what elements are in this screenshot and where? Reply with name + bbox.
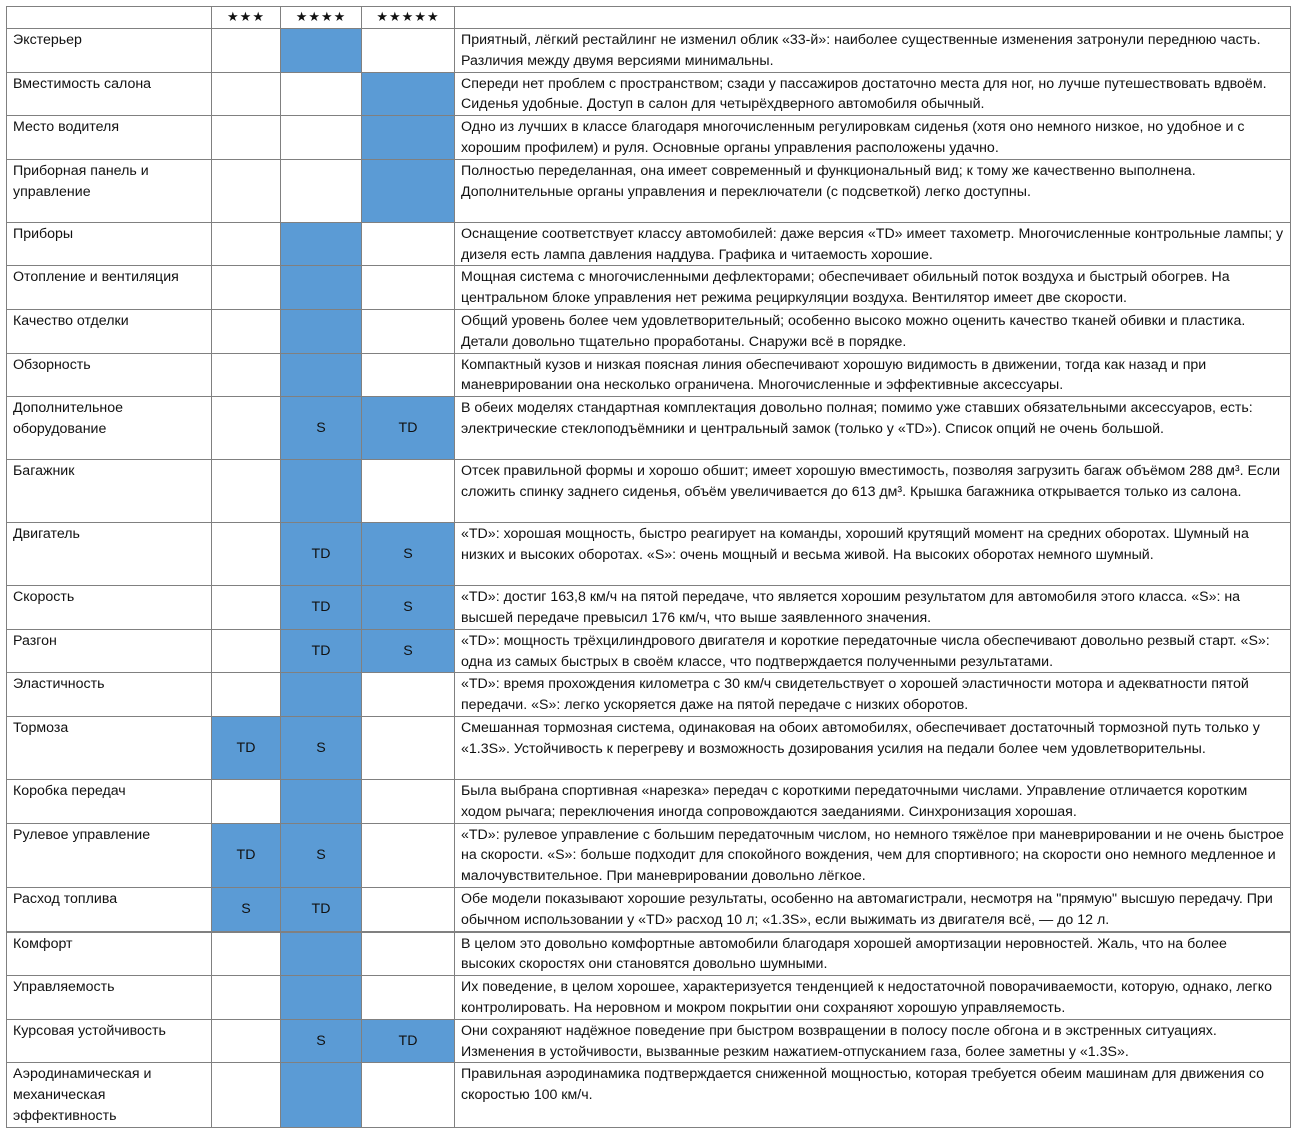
category-description: Приятный, лёгкий рестайлинг не изменил облик «33-й»: наиболее существенные изменения затронули переднюю часть. Различия между двумя версиями минимальны.	[455, 29, 1291, 73]
rating-cell-four-stars	[281, 29, 362, 73]
rating-cell-three-stars	[212, 586, 281, 630]
rating-cell-five-stars: S	[362, 523, 455, 586]
table-row	[7, 716, 1291, 779]
rating-cell-five-stars	[362, 116, 455, 160]
category-description: Отсек правильной формы и хорошо обшит; имеет хорошую вместимость, позволяя загрузить багаж объёмом 288 дм³. Если сложить спинку заднего сиденья, объём увеличивается до 613 дм³. Крышка багажника открывается только из салона.	[455, 460, 1291, 523]
category-name: Разгон	[7, 629, 212, 673]
category-description: «TD»: рулевое управление с большим передаточным числом, но немного тяжёлое при маневрировании и не очень быстрое на скорости. «S»: больше подходит для спокойного вождения, чем для спортивного; на скорости оно немного медленное и малочувствительное. При маневрировании довольно лёгкое.	[455, 823, 1291, 887]
table-row	[7, 523, 1291, 586]
rating-cell-three-stars	[212, 159, 281, 222]
rating-cell-four-stars: S	[281, 823, 362, 887]
rating-cell-four-stars: TD	[281, 629, 362, 673]
table-row	[7, 116, 1291, 160]
table-row	[7, 266, 1291, 310]
rating-cell-three-stars	[212, 1063, 281, 1127]
rating-cell-five-stars	[362, 932, 455, 976]
rating-cell-five-stars	[362, 779, 455, 823]
category-name: Аэродинамическая и механическая эффективность	[7, 1063, 212, 1127]
category-name: Дополнительное оборудование	[7, 397, 212, 460]
table-row	[7, 887, 1291, 931]
rating-cell-three-stars	[212, 397, 281, 460]
rating-cell-three-stars: TD	[212, 716, 281, 779]
category-name: Эластичность	[7, 673, 212, 717]
rating-cell-three-stars: TD	[212, 823, 281, 887]
category-description: Была выбрана спортивная «нарезка» передач с короткими передаточными числами. Управление отличается коротким ходом рычага; переключения иногда сопровождаются заеданиями. Синхронизация хорошая.	[455, 779, 1291, 823]
category-description: «TD»: достиг 163,8 км/ч на пятой передаче, что является хорошим результатом для автомобиля этого класса. «S»: на высшей передаче превысил 176 км/ч, что выше заявленного значения.	[455, 586, 1291, 630]
rating-cell-five-stars: TD	[362, 1019, 455, 1063]
header-five-stars: ★★★★★	[362, 7, 455, 29]
rating-cell-four-stars: TD	[281, 523, 362, 586]
category-description: Смешанная тормозная система, одинаковая на обоих автомобилях, обеспечивает достаточный тормозной путь только у «1.3S». Устойчивость к перегреву и возможность дозирования усилия на педали более чем удовлетворительны.	[455, 716, 1291, 779]
rating-cell-four-stars	[281, 353, 362, 397]
rating-cell-four-stars	[281, 116, 362, 160]
category-name: Рулевое управление	[7, 823, 212, 887]
category-name: Коробка передач	[7, 779, 212, 823]
rating-cell-three-stars	[212, 353, 281, 397]
rating-cell-three-stars	[212, 976, 281, 1020]
category-name: Комфорт	[7, 932, 212, 976]
rating-cell-three-stars	[212, 116, 281, 160]
rating-cell-five-stars	[362, 976, 455, 1020]
category-description: Полностью переделанная, она имеет современный и функциональный вид; к тому же качественно выполнена. Дополнительные органы управления и переключатели (с подсветкой) легко доступны.	[455, 159, 1291, 222]
table-row	[7, 72, 1291, 116]
category-description: Оснащение соответствует классу автомобилей: даже версия «TD» имеет тахометр. Многочисленные контрольные лампы; у дизеля есть лампа давления наддува. Графика и читаемость хорошие.	[455, 222, 1291, 266]
rating-cell-three-stars: S	[212, 887, 281, 931]
header-description	[455, 7, 1291, 29]
rating-cell-four-stars	[281, 222, 362, 266]
category-name: Двигатель	[7, 523, 212, 586]
header-row	[7, 7, 1291, 29]
category-name: Приборная панель и управление	[7, 159, 212, 222]
category-description: Спереди нет проблем с пространством; сзади у пассажиров достаточно места для ног, но лучше путешествовать вдвоём. Сиденья удобные. Доступ в салон для четырёхдверного автомобиля обычный.	[455, 72, 1291, 116]
table-row	[7, 222, 1291, 266]
rating-cell-five-stars	[362, 72, 455, 116]
table-body	[7, 29, 1291, 1128]
category-description: Их поведение, в целом хорошее, характеризуется тенденцией к недостаточной поворачиваемости, которую, однако, легко контролировать. На неровном и мокром покрытии они сохраняют хорошую управляемость.	[455, 976, 1291, 1020]
rating-cell-five-stars	[362, 1063, 455, 1127]
rating-cell-three-stars	[212, 932, 281, 976]
category-description: Обе модели показывают хорошие результаты, особенно на автомагистрали, несмотря на "прямую" высшую передачу. При обычном использовании у «TD» расход 10 л; «1.3S», если выжимать из двигателя всё, — до 12 л.	[455, 887, 1291, 931]
rating-cell-five-stars	[362, 716, 455, 779]
rating-cell-four-stars	[281, 779, 362, 823]
rating-cell-four-stars	[281, 72, 362, 116]
category-description: В обеих моделях стандартная комплектация довольно полная; помимо уже ставших обязательными аксессуаров, есть: электрические стеклоподъёмники и центральный замок (только у «TD»). Список опций не очень большой.	[455, 397, 1291, 460]
rating-cell-five-stars	[362, 159, 455, 222]
rating-cell-three-stars	[212, 673, 281, 717]
rating-cell-four-stars	[281, 309, 362, 353]
rating-cell-five-stars	[362, 353, 455, 397]
rating-cell-five-stars: TD	[362, 397, 455, 460]
category-description: «TD»: время прохождения километра с 30 км/ч свидетельствует о хорошей эластичности мотора и адекватности пятой передачи. «S»: легко ускоряется даже на пятой передаче с низких оборотов.	[455, 673, 1291, 717]
rating-cell-three-stars	[212, 222, 281, 266]
category-description: «TD»: мощность трёхцилиндрового двигателя и короткие передаточные числа обеспечивают довольно резвый старт. «S»: одна из самых быстрых в своём классе, что подтверждается полученными результатами.	[455, 629, 1291, 673]
category-name: Приборы	[7, 222, 212, 266]
category-name: Скорость	[7, 586, 212, 630]
header-four-stars: ★★★★	[281, 7, 362, 29]
rating-cell-five-stars	[362, 887, 455, 931]
rating-cell-four-stars	[281, 266, 362, 310]
category-description: «TD»: хорошая мощность, быстро реагирует на команды, хороший крутящий момент на средних оборотах. Шумный на низких и высоких оборотах. «S»: очень мощный и весьма живой. На высоких оборотах немного шумный.	[455, 523, 1291, 586]
rating-cell-five-stars	[362, 29, 455, 73]
rating-cell-four-stars	[281, 673, 362, 717]
rating-cell-four-stars: S	[281, 716, 362, 779]
rating-cell-three-stars	[212, 309, 281, 353]
rating-cell-three-stars	[212, 460, 281, 523]
rating-cell-four-stars: TD	[281, 887, 362, 931]
rating-cell-three-stars	[212, 779, 281, 823]
rating-cell-three-stars	[212, 523, 281, 586]
category-description: Мощная система с многочисленными дефлекторами; обеспечивает обильный поток воздуха и быстрый обогрев. На центральном блоке управления нет режима рециркуляции воздуха. Вентилятор имеет две скорости.	[455, 266, 1291, 310]
category-description: Компактный кузов и низкая поясная линия обеспечивают хорошую видимость в движении, тогда как назад и при маневрировании она несколько ограничена. Многочисленные и эффективные аксессуары.	[455, 353, 1291, 397]
rating-cell-three-stars	[212, 72, 281, 116]
rating-cell-five-stars	[362, 673, 455, 717]
rating-cell-three-stars	[212, 1019, 281, 1063]
rating-cell-four-stars	[281, 460, 362, 523]
category-description: Одно из лучших в классе благодаря многочисленным регулировкам сиденья (хотя оно немного низкое, но удобное и с хорошим профилем) и руля. Основные органы управления расположены удачно.	[455, 116, 1291, 160]
category-name: Вместимость салона	[7, 72, 212, 116]
rating-cell-five-stars	[362, 266, 455, 310]
table-row	[7, 823, 1291, 887]
rating-cell-three-stars	[212, 266, 281, 310]
rating-cell-five-stars	[362, 222, 455, 266]
category-name: Управляемость	[7, 976, 212, 1020]
rating-cell-five-stars: S	[362, 586, 455, 630]
category-description: Они сохраняют надёжное поведение при быстром возвращении в полосу после обгона и в экстренных ситуациях. Изменения в устойчивости, вызванные резким нажатием-отпусканием газа, более заметны у «1.3S».	[455, 1019, 1291, 1063]
rating-cell-four-stars	[281, 159, 362, 222]
rating-cell-three-stars	[212, 29, 281, 73]
table-row	[7, 673, 1291, 717]
category-description: Общий уровень более чем удовлетворительный; особенно высоко можно оценить качество тканей обивки и пластика. Детали довольно тщательно проработаны. Снаружи всё в порядке.	[455, 309, 1291, 353]
category-name: Тормоза	[7, 716, 212, 779]
rating-cell-five-stars: S	[362, 629, 455, 673]
table-row	[7, 629, 1291, 673]
rating-cell-four-stars: S	[281, 1019, 362, 1063]
rating-cell-four-stars: S	[281, 397, 362, 460]
category-name: Качество отделки	[7, 309, 212, 353]
category-name: Место водителя	[7, 116, 212, 160]
category-name: Экстерьер	[7, 29, 212, 73]
table-row	[7, 976, 1291, 1020]
rating-cell-five-stars	[362, 460, 455, 523]
rating-cell-four-stars	[281, 976, 362, 1020]
table-row	[7, 29, 1291, 73]
category-name: Багажник	[7, 460, 212, 523]
rating-cell-four-stars	[281, 1063, 362, 1127]
rating-cell-five-stars	[362, 309, 455, 353]
table-row	[7, 309, 1291, 353]
table-row	[7, 159, 1291, 222]
table-row	[7, 586, 1291, 630]
category-name: Курсовая устойчивость	[7, 1019, 212, 1063]
header-three-stars: ★★★	[212, 7, 281, 29]
category-name: Расход топлива	[7, 887, 212, 931]
table-row	[7, 932, 1291, 976]
table-row	[7, 779, 1291, 823]
category-description: Правильная аэродинамика подтверждается сниженной мощностью, которая требуется обеим машинам для движения со скоростью 100 км/ч.	[455, 1063, 1291, 1127]
rating-cell-three-stars	[212, 629, 281, 673]
table-row	[7, 460, 1291, 523]
table-row	[7, 1063, 1291, 1127]
category-name: Обзорность	[7, 353, 212, 397]
category-description: В целом это довольно комфортные автомобили благодаря хорошей амортизации неровностей. Жаль, что на более высоких скоростях они становятся довольно шумными.	[455, 932, 1291, 976]
rating-cell-four-stars: TD	[281, 586, 362, 630]
rating-cell-five-stars	[362, 823, 455, 887]
header-category	[7, 7, 212, 29]
table-row	[7, 353, 1291, 397]
rating-cell-four-stars	[281, 932, 362, 976]
table-row	[7, 397, 1291, 460]
table-row	[7, 1019, 1291, 1063]
rating-table	[6, 6, 1291, 1128]
category-name: Отопление и вентиляция	[7, 266, 212, 310]
